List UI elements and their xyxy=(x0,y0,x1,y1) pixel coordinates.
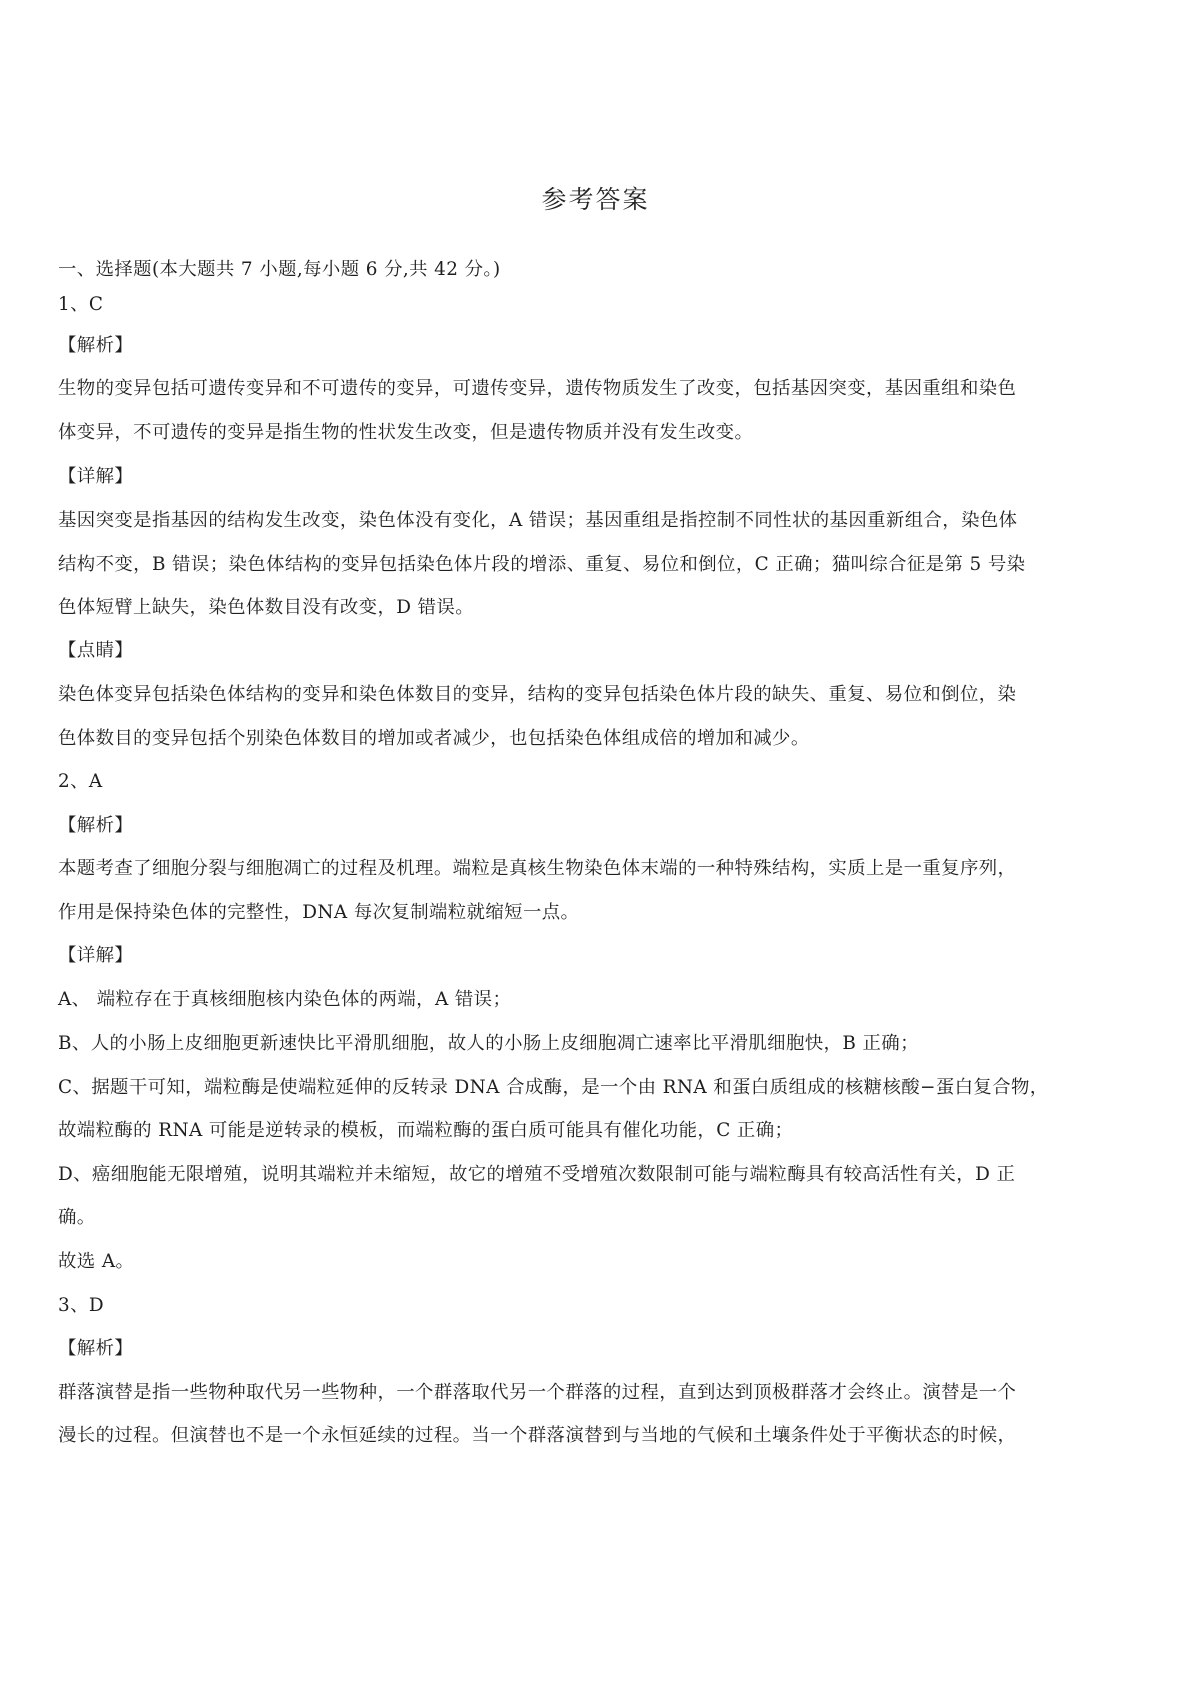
q2-option-d: D、癌细胞能无限增殖，说明其端粒并未缩短，故它的增殖不受增殖次数限制可能与端粒酶具有较高活性有关，D 正 xyxy=(58,1164,1016,1185)
q1-detail-line: 色体短臂上缺失，染色体数目没有改变，D 错误。 xyxy=(58,597,474,618)
q3-analysis-line: 群落演替是指一些物种取代另一些物种，一个群落取代另一个群落的过程，直到达到顶极群落才会终止。演替是一个 xyxy=(58,1382,1017,1403)
q2-option-d: 确。 xyxy=(58,1207,96,1228)
q1-comment-line: 色体数目的变异包括个别染色体数目的增加或者减少，也包括染色体组成倍的增加和减少。 xyxy=(58,728,810,749)
q1-detail-line: 基因突变是指基因的结构发生改变，染色体没有变化，A 错误；基因重组是指控制不同性状的基因重新组合，染色体 xyxy=(58,510,1018,531)
q1-analysis-line: 生物的变异包括可遗传变异和不可遗传的变异，可遗传变异，遗传物质发生了改变，包括基因突变，基因重组和染色 xyxy=(58,378,1017,399)
q1-detail-heading: 【详解】 xyxy=(58,466,134,487)
q2-option-a: A、 端粒存在于真核细胞核内染色体的两端，A 错误； xyxy=(58,989,512,1010)
q2-detail-heading: 【详解】 xyxy=(58,945,134,966)
q2-option-b: B、人的小肠上皮细胞更新速快比平滑肌细胞，故人的小肠上皮细胞凋亡速率比平滑肌细胞快，B 正确； xyxy=(58,1033,919,1054)
question-3-answer: 3、D xyxy=(58,1295,105,1316)
q1-comment-heading: 【点睛】 xyxy=(58,640,134,661)
q2-analysis-line: 作用是保持染色体的完整性，DNA 每次复制端粒就缩短一点。 xyxy=(58,902,580,923)
q3-analysis-line: 漫长的过程。但演替也不是一个永恒延续的过程。当一个群落演替到与当地的气候和土壤条件处于平衡状态的时候， xyxy=(58,1425,1017,1446)
q2-option-c: 故端粒酶的 RNA 可能是逆转录的模板，而端粒酶的蛋白质可能具有催化功能，C 正确； xyxy=(58,1120,794,1141)
question-2-answer: 2、A xyxy=(58,771,103,792)
q1-comment-line: 染色体变异包括染色体结构的变异和染色体数目的变异，结构的变异包括染色体片段的缺失、重复、易位和倒位，染 xyxy=(58,684,1017,705)
page-title: 参考答案 xyxy=(541,185,650,214)
q1-analysis-line: 体变异，不可遗传的变异是指生物的性状发生改变，但是遗传物质并没有发生改变。 xyxy=(58,422,754,443)
q2-analysis-line: 本题考查了细胞分裂与细胞凋亡的过程及机理。端粒是真核生物染色体末端的一种特殊结构，实质上是一重复序列， xyxy=(58,858,1017,879)
q1-detail-line: 结构不变，B 错误；染色体结构的变异包括染色体片段的增添、重复、易位和倒位，C 正确；猫叫综合征是第 5 号染 xyxy=(58,554,1026,575)
q2-conclusion: 故选 A。 xyxy=(58,1251,135,1272)
section-heading: 一、选择题(本大题共 7 小题,每小题 6 分,共 42 分。) xyxy=(58,259,501,280)
q2-option-c: C、据题干可知，端粒酶是使端粒延伸的反转录 DNA 合成酶，是一个由 RNA 和蛋白质组成的核糖核酸−蛋白复合物， xyxy=(58,1077,1049,1098)
q2-analysis-heading: 【解析】 xyxy=(58,815,134,836)
q1-analysis-heading: 【解析】 xyxy=(58,335,134,356)
question-1-answer: 1、C xyxy=(58,294,104,315)
q3-analysis-heading: 【解析】 xyxy=(58,1338,134,1359)
